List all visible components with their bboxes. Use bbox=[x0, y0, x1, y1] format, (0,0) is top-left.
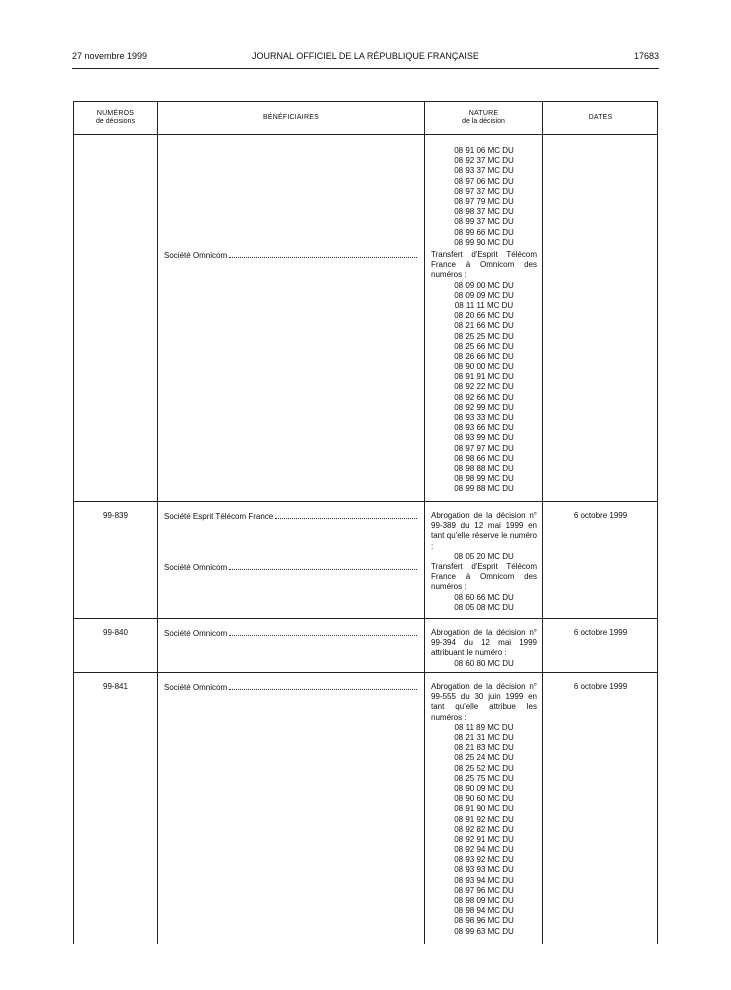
leader-dots bbox=[229, 688, 417, 690]
column-divider bbox=[424, 102, 425, 944]
phone-number-item: 08 25 75 MC DU bbox=[454, 773, 514, 783]
phone-number-item: 08 92 94 MC DU bbox=[454, 845, 514, 855]
phone-number-item: 08 92 37 MC DU bbox=[454, 156, 514, 166]
phone-number-item: 08 97 37 MC DU bbox=[454, 186, 514, 196]
row-separator bbox=[74, 618, 657, 619]
nature-text: Transfert d'Esprit Télécom France à Omnicom des numéros : bbox=[431, 562, 537, 592]
phone-number-item: 08 98 99 MC DU bbox=[454, 474, 514, 484]
decision-date: 6 octobre 1999 bbox=[573, 511, 628, 520]
decision-date: 6 octobre 1999 bbox=[573, 682, 628, 691]
phone-number-item: 08 92 99 MC DU bbox=[454, 402, 514, 412]
phone-number-item: 08 97 79 MC DU bbox=[454, 196, 514, 206]
beneficiary-name: Société Omnicom bbox=[164, 683, 228, 692]
phone-number-item: 08 91 06 MC DU bbox=[454, 146, 514, 155]
phone-number-item: 08 97 97 MC DU bbox=[454, 443, 514, 453]
beneficiary-cell bbox=[164, 628, 417, 638]
decision-date: 6 octobre 1999 bbox=[573, 628, 628, 637]
nature-cell bbox=[431, 250, 537, 495]
decision-number: 99-839 bbox=[103, 511, 128, 520]
header-beneficiaires-label: BÉNÉFICIAIRES bbox=[263, 114, 319, 121]
phone-number-item: 08 92 82 MC DU bbox=[454, 824, 514, 834]
decision-number: 99-841 bbox=[103, 682, 128, 691]
journal-title: JOURNAL OFFICIEL DE LA RÉPUBLIQUE FRANÇAISE bbox=[252, 51, 479, 61]
nature-text: Transfert d'Esprit Télécom France à Omnicom des numéros : bbox=[431, 250, 537, 280]
phone-number-item: 08 93 66 MC DU bbox=[454, 423, 514, 433]
nature-text: Abrogation de la décision n° 99-394 du 12 mai 1999 attribuant le numéro : bbox=[431, 628, 537, 658]
phone-number-item: 08 21 83 MC DU bbox=[454, 743, 514, 753]
header-dates bbox=[543, 102, 658, 134]
phone-number-item: 08 05 08 MC DU bbox=[454, 602, 514, 612]
phone-number-item: 08 92 91 MC DU bbox=[454, 834, 514, 844]
phone-number-item: 08 92 66 MC DU bbox=[454, 392, 514, 402]
phone-number-item: 08 93 37 MC DU bbox=[454, 166, 514, 176]
phone-number-item: 08 11 89 MC DU bbox=[454, 722, 514, 732]
nature-cell bbox=[431, 682, 537, 937]
header-nature-line2: de la décision bbox=[462, 118, 505, 125]
phone-number-item: 08 93 92 MC DU bbox=[454, 855, 514, 865]
beneficiary-cell bbox=[164, 511, 417, 521]
beneficiary-cell bbox=[164, 250, 417, 260]
phone-number-item: 08 20 66 MC DU bbox=[454, 311, 514, 321]
phone-number-item: 08 99 90 MC DU bbox=[454, 237, 514, 247]
header-rule bbox=[72, 68, 659, 69]
phone-number-item: 08 90 00 MC DU bbox=[454, 362, 514, 372]
header-nature bbox=[425, 102, 542, 134]
header-nature-line1: NATURE bbox=[468, 110, 499, 117]
beneficiary-name: Société Esprit Télécom France bbox=[164, 512, 274, 521]
phone-number-item: 08 21 31 MC DU bbox=[454, 733, 514, 742]
phone-number-item: 08 25 24 MC DU bbox=[454, 753, 514, 763]
phone-number-item: 08 91 92 MC DU bbox=[454, 814, 514, 824]
nature-cell bbox=[431, 628, 537, 669]
phone-number-item: 08 98 66 MC DU bbox=[454, 453, 514, 463]
phone-number-item: 08 25 25 MC DU bbox=[454, 331, 514, 341]
phone-number-item: 08 60 80 MC DU bbox=[454, 658, 514, 668]
beneficiary-name: Société Omnicom bbox=[164, 629, 228, 638]
row-separator bbox=[74, 501, 657, 502]
phone-number-item: 08 98 09 MC DU bbox=[454, 896, 514, 905]
nature-cell bbox=[431, 562, 537, 613]
beneficiary-name: Société Omnicom bbox=[164, 251, 228, 260]
number-list bbox=[431, 281, 537, 495]
phone-number-item: 08 91 90 MC DU bbox=[454, 804, 514, 814]
phone-number-item: 08 99 88 MC DU bbox=[454, 484, 514, 494]
page-number: 17683 bbox=[633, 51, 659, 61]
page-header bbox=[72, 51, 659, 65]
number-list bbox=[431, 723, 537, 937]
phone-number-item: 08 98 94 MC DU bbox=[454, 906, 514, 916]
phone-number-item: 08 91 91 MC DU bbox=[454, 372, 514, 382]
header-dates-label: DATES bbox=[588, 114, 613, 121]
row-separator bbox=[74, 672, 657, 673]
phone-number-item: 08 93 33 MC DU bbox=[454, 413, 514, 423]
phone-number-item: 08 25 66 MC DU bbox=[454, 341, 514, 351]
column-divider bbox=[542, 102, 543, 944]
phone-number-item: 08 99 37 MC DU bbox=[454, 217, 514, 227]
phone-number-item: 08 05 20 MC DU bbox=[454, 551, 514, 561]
beneficiary-cell bbox=[164, 682, 417, 692]
phone-number-item: 08 97 06 MC DU bbox=[454, 176, 514, 186]
phone-number-item: 08 11 11 MC DU bbox=[454, 300, 514, 310]
leader-dots bbox=[229, 634, 417, 636]
column-divider bbox=[157, 102, 158, 944]
leader-dots bbox=[229, 256, 417, 258]
phone-number-item: 08 93 99 MC DU bbox=[454, 433, 514, 443]
phone-number-item: 08 98 37 MC DU bbox=[454, 207, 514, 217]
header-numeros-line2: de décisions bbox=[96, 118, 135, 125]
number-list bbox=[431, 552, 537, 562]
header-beneficiaires bbox=[158, 102, 424, 134]
phone-number-item: 08 99 66 MC DU bbox=[454, 227, 514, 237]
nature-text: Abrogation de la décision n° 99-555 du 30 juin 1999 en tant qu'elle attribue les numéros : bbox=[431, 682, 537, 722]
nature-cell bbox=[431, 146, 537, 248]
phone-number-item: 08 93 93 MC DU bbox=[454, 865, 514, 875]
decisions-table bbox=[73, 101, 658, 944]
phone-number-item: 08 93 94 MC DU bbox=[454, 875, 514, 885]
phone-number-item: 08 25 52 MC DU bbox=[454, 763, 514, 773]
beneficiary-cell bbox=[164, 562, 417, 572]
nature-cell bbox=[431, 511, 537, 562]
number-list bbox=[431, 659, 537, 669]
phone-number-item: 08 97 96 MC DU bbox=[454, 885, 514, 895]
phone-number-item: 08 92 22 MC DU bbox=[454, 382, 514, 392]
phone-number-item: 08 90 60 MC DU bbox=[454, 794, 514, 804]
nature-text: Abrogation de la décision n° 99-389 du 12 mai 1999 en tant qu'elle réserve le numéro : bbox=[431, 511, 537, 551]
phone-number-item: 08 21 66 MC DU bbox=[454, 321, 514, 331]
table-header bbox=[74, 102, 657, 135]
phone-number-item: 08 98 88 MC DU bbox=[454, 463, 514, 473]
beneficiary-name: Société Omnicom bbox=[164, 563, 228, 572]
leader-dots bbox=[229, 568, 417, 570]
phone-number-item: 08 60 66 MC DU bbox=[454, 592, 514, 602]
number-list bbox=[431, 146, 537, 248]
decision-number: 99-840 bbox=[103, 628, 128, 637]
phone-number-item: 08 26 66 MC DU bbox=[454, 351, 514, 361]
phone-number-item: 08 90 09 MC DU bbox=[454, 783, 514, 793]
header-numeros-line1: NUMÉROS bbox=[96, 110, 135, 117]
header-numeros bbox=[74, 102, 157, 134]
phone-number-item: 08 09 00 MC DU bbox=[454, 280, 514, 290]
phone-number-item: 08 99 63 MC DU bbox=[454, 926, 514, 936]
phone-number-item: 08 09 09 MC DU bbox=[454, 290, 514, 300]
publication-date: 27 novembre 1999 bbox=[72, 51, 148, 61]
phone-number-item: 08 98 96 MC DU bbox=[454, 916, 514, 926]
number-list bbox=[431, 593, 537, 613]
leader-dots bbox=[275, 517, 417, 519]
